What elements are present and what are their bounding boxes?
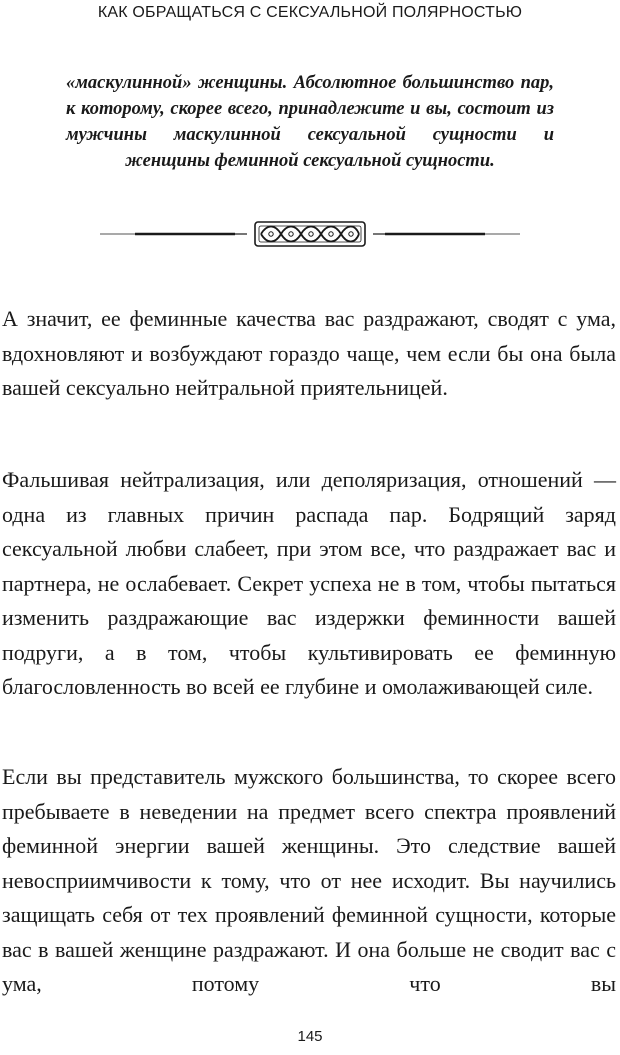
page-number: 145 <box>297 1028 323 1045</box>
paragraph: Если вы представитель мужского большинства, то скорее всего пребываете в неведении на предмет всего спектра проявлений феминной энергии вашей женщины. Это следствие вашей невосприимчивости к тому, что от нее исходит. Вы научились защищать себя от тех проявлений феминной сущности, которые вас в вашей женщине раздражают. И она больше не сводит вас с ума, потому что вы <box>2 764 616 996</box>
pull-quote: «маскулинной» женщины. Абсолютное большинство пар, к которому, скорее всего, принадлежите и вы, состоит из мужчины маскулинной сексуальной сущности и женщины феминной сексуальной сущности. <box>66 73 554 171</box>
paragraph: Фальшивая нейтрализация, или деполяризация, отношений — одна из главных причин распада пар. Бодрящий заряд сексуальной любви слабеет, при этом все, что раздражает вас и партнера, не ослабевает. Секрет успеха не в том, чтобы пытаться изменить раздражающие вас издержки феминности вашей подруги, а в том, чтобы культивировать ее феминную благословленность во всей ее глубине и омолаживающей силе. <box>2 467 616 699</box>
running-head: КАК ОБРАЩАТЬСЯ С СЕКСУАЛЬНОЙ ПОЛЯРНОСТЬЮ <box>97 4 523 21</box>
celtic-knot-divider-icon <box>95 216 525 252</box>
paragraph: А значит, ее феминные качества вас раздражают, сводят с ума, вдохновляют и возбуждают гораздо чаще, чем если бы она была вашей сексуально нейтральной приятельницей. <box>2 306 616 400</box>
